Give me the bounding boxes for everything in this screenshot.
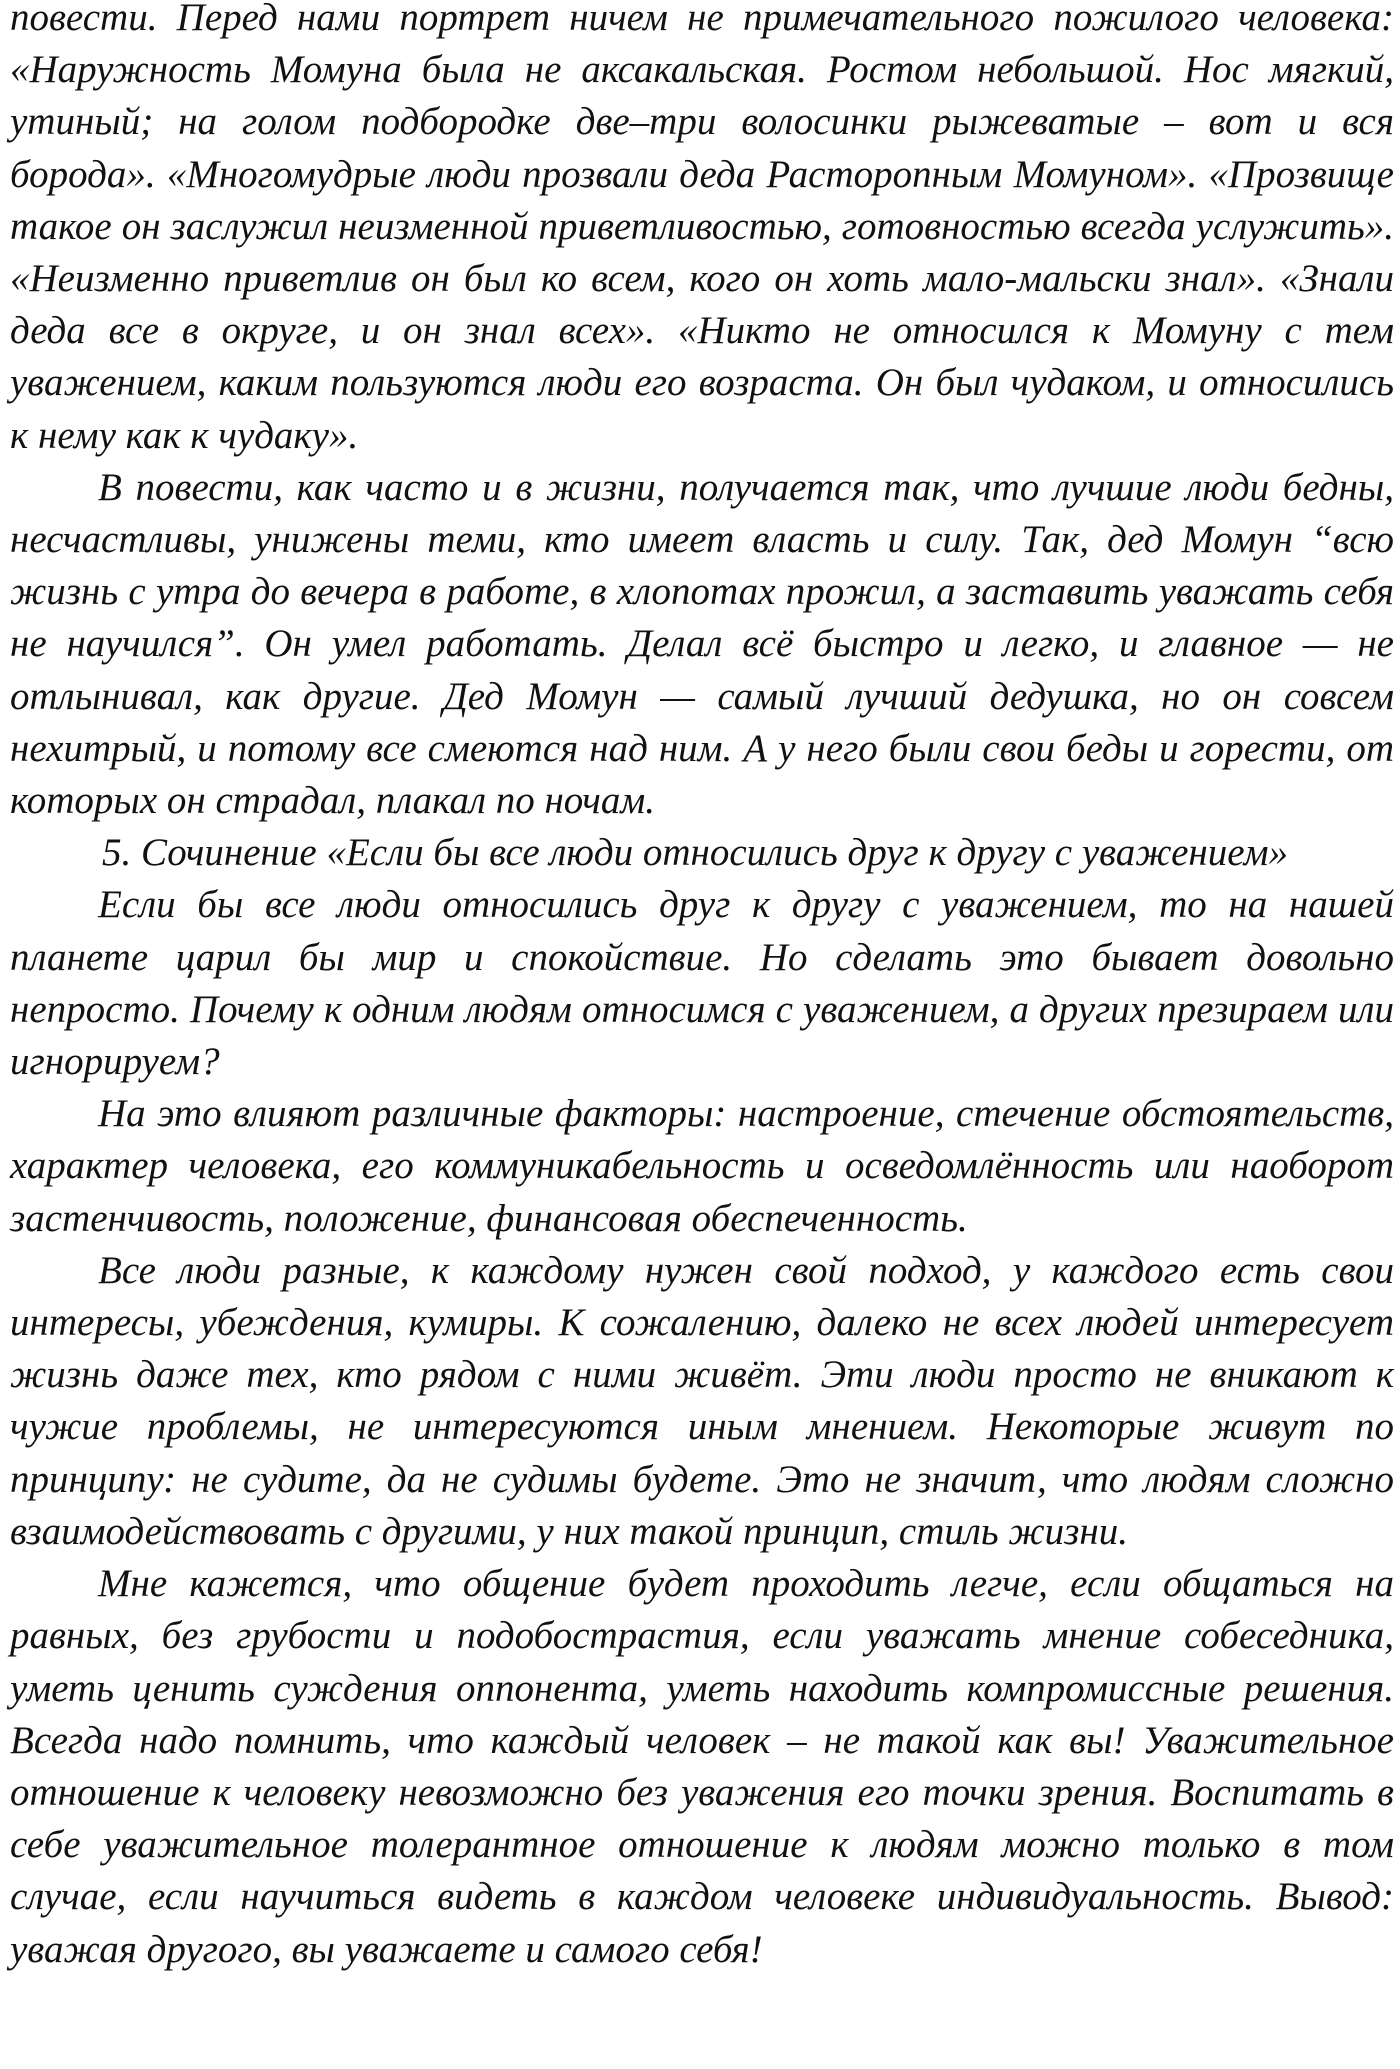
- paragraph-conclusion: Мне кажется, что общение будет проходить легче, если общаться на равных, без грубости и подобострастия, если уважать мнение собеседника, уметь ценить суждения оппонента, уметь находить компромиссные решения. Всегда надо помнить, что каждый человек – не такой как вы! Уважительное отношение к человеку невозможно без уважения его точки зрения. Воспитать в себе уважительное толерантное отношение к людям можно только в том случае, если научиться видеть в каждом человеке индивидуальность. Вывод: уважая другого, вы уважаете и самого себя!: [10, 1562, 1394, 1971]
- paragraph-essay-intro: Если бы все люди относились друг к другу с уважением, то на нашей планете царил бы мир и спокойствие. Но сделать это бывает довольно непросто. Почему к одним людям относимся с уважением, а других презираем или игнорируем?: [10, 883, 1394, 1084]
- paragraph-continuation: повести. Перед нами портрет ничем не примечательного пожилого человека: «Наружность Момуна была не аксакальская. Ростом небольшой. Нос мягкий, утиный; на голом подбородке две–три волосинки рыжеватые – вот и вся борода». «Многомудрые люди прозвали деда Расторопным Момуном». «Прозвище такое он заслужил неизменной приветливостью, готовностью всегда услужить». «Неизменно приветлив он был ко всем, кого он хоть мало-мальски знал». «Знали деда все в округе, и он знал всех». «Никто не относился к Момуну с тем уважением, каким пользуются люди его возраста. Он был чудаком, и относились к нему как к чудаку».: [10, 0, 1394, 457]
- paragraph-momun-life: В повести, как часто и в жизни, получается так, что лучшие люди бедны, несчастливы, унижены теми, кто имеет власть и силу. Так, дед Момун “всю жизнь с утра до вечера в работе, в хлопотах прожил, а заставить уважать себя не научился”. Он умел работать. Делал всё быстро и легко, и главное — не отлынивал, как другие. Дед Момун — самый лучший дедушка, но он совсем нехитрый, и потому все смеются над ним. А у него были свои беды и горести, от которых он страдал, плакал по ночам.: [10, 465, 1394, 823]
- essay-heading: 5. Сочинение «Если бы все люди относились друг к другу с уважением»: [102, 831, 1288, 875]
- paragraph-people-differ: Все люди разные, к каждому нужен свой подход, у каждого есть свои интересы, убеждения, кумиры. К сожалению, далеко не всех людей интересует жизнь даже тех, кто рядом с ними живёт. Эти люди просто не вникают к чужие проблемы, не интересуются иным мнением. Некоторые живут по принципу: не судите, да не судимы будете. Это не значит, что людям сложно взаимодействовать с другими, у них такой принцип, стиль жизни.: [10, 1248, 1394, 1553]
- paragraph-factors: На это влияют различные факторы: настроение, стечение обстоятельств, характер человека, его коммуникабельность и осведомлённость или наоборот застенчивость, положение, финансовая обеспеченность.: [10, 1092, 1394, 1240]
